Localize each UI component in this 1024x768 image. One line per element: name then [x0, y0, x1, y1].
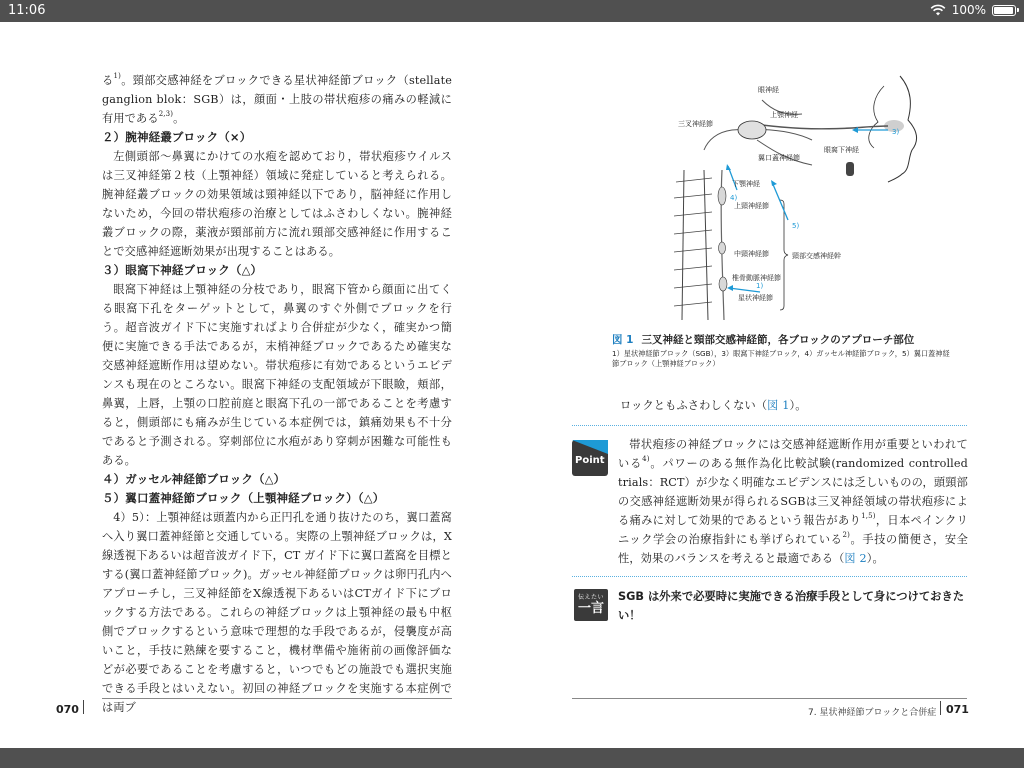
- point-ref-1: 4): [642, 455, 650, 463]
- point-bottom-divider: [572, 576, 967, 577]
- point-paragraph: [618, 435, 968, 568]
- status-bar: [0, 0, 1024, 22]
- label-num-1: 1): [756, 282, 764, 290]
- maxillary-nerve: [762, 125, 888, 129]
- left-text-column: [102, 71, 452, 717]
- point-text-5: ）。: [866, 552, 884, 565]
- key-message-badge-small: 伝えたい: [577, 594, 604, 601]
- label-stellate-ganglion: 星状神経節: [738, 294, 773, 302]
- body-paragraph: 左側頭部～鼻翼にかけての水疱を認めており，帯状疱疹ウイルスは三叉神経第２枝（上顎神経）領域に発症していると考えられる。腕神経叢ブロックの効果領域は頸神経以下であり，脳神経に作用しないため，今回の帯状疱疹の治療としてはふさわしくない。腕神経叢ブロックの際，薬液が頸部前方に流れ頸部交感神経に作用することで交感神経遮断効果が出現することはある。: [102, 150, 452, 258]
- right-footer-rule: [572, 698, 967, 699]
- left-page: [0, 22, 512, 748]
- key-message-badge: [574, 589, 608, 621]
- status-time: 11:06: [8, 3, 46, 18]
- label-vertebral-artery-ganglion: 椎骨動脈神経節: [732, 274, 781, 282]
- point-badge-icon: [572, 440, 608, 476]
- point-text-3: ，日本ペインクリニック学会の治療指針にも挙げられている: [618, 514, 968, 546]
- left-page-number: 070: [56, 703, 79, 716]
- point-text-2: 。パワーのある無作為化比較試験(randomized controlled trials：RCT）が少なく明確なエビデンスには乏しいものの，頭頸部の交感神経遮断効果が得られるSGBは三叉神経領域の帯状疱疹による痛みに対して効果的であるという報告があり: [618, 457, 968, 527]
- continued-text: [620, 396, 960, 415]
- mandible-shape: [846, 162, 854, 176]
- continued-text-pre: ロックともふさわしくない（: [620, 399, 768, 412]
- section-heading: ３）眼窩下神経ブロック（△）: [102, 263, 263, 277]
- bottom-bar: [0, 748, 1024, 768]
- body-text: る: [102, 74, 114, 87]
- label-trigeminal-ganglion: 三叉神経節: [678, 120, 713, 128]
- caption-figure-number: 図 1: [612, 334, 634, 346]
- label-num-5: 5): [792, 222, 800, 230]
- ear-outline: [869, 86, 884, 148]
- label-infraorbital-nerve: 眼窩下神経: [824, 146, 859, 154]
- label-num-3: 3): [892, 128, 900, 136]
- body-paragraph: [102, 71, 452, 128]
- right-footer-divider: [940, 701, 941, 715]
- citation-ref: 2,3): [158, 110, 174, 118]
- arrow-5: [772, 182, 788, 220]
- superior-cervical-ganglion: [718, 187, 726, 205]
- section-heading: ５）翼口蓋神経節ブロック（上顎神経ブロック）（△）: [102, 491, 385, 505]
- right-page: [512, 22, 1024, 748]
- spine-line-b: [704, 170, 708, 320]
- label-num-4: 4): [730, 194, 738, 202]
- key-message-text: SGB は外来で必要時に実施できる治療手段として身につけておきたい！: [618, 590, 965, 622]
- body-text: 。: [173, 112, 185, 125]
- approach-arrows: [728, 130, 888, 292]
- label-eye-nerve: 眼神経: [758, 86, 779, 94]
- body-paragraph: 4）5）：上顎神経は頭蓋内から正円孔を通り抜けたのち，翼口蓋窩へ入り翼口蓋神経節と交通している。実際の上顎神経ブロックは，X線透視下あるいは超音波ガイド下，CT ガイド下に翼口蓋窩を目標とする(翼口蓋神経節ブロック)。ガッセル神経節ブロックは卵円孔内へアプローチし，三叉神経節をX線透視下あるいはCTガイド下にブロックする方法である。これらの神経ブロックは上顎神経の最も中枢側でブロックするという意味で理想的な手段であるが，侵襲度が高いこと，手技に熟練を要すること，機材準備や施術前の画像評価などが必要であることを考慮すると，いつでもどの施設でも選択実施できる手段とはいえない。初回の神経ブロックを実施する本症例では両ブ: [102, 511, 452, 714]
- battery-icon: [992, 5, 1016, 16]
- middle-cervical-ganglion: [719, 242, 726, 254]
- trigeminal-ganglion: [738, 121, 766, 139]
- label-mandibular-nerve: 下顎神経: [732, 180, 760, 188]
- left-footer-divider: [83, 700, 84, 714]
- battery-fill: [994, 7, 1013, 14]
- key-message-badge-big: 一言: [577, 601, 604, 616]
- caption-title: [612, 332, 952, 347]
- point-ref-3: 2): [842, 531, 851, 539]
- spine-line-a: [682, 170, 684, 320]
- point-text-1: 帯状疱疹の神経ブロックには交感神経遮断作用が重要といわれている: [618, 438, 968, 470]
- right-page-number: 071: [946, 703, 969, 716]
- figure-1: [612, 70, 932, 320]
- section-heading: ４）ガッセル神経節ブロック（△）: [102, 472, 286, 486]
- point-badge-label: Point: [575, 455, 605, 466]
- label-middle-cervical-ganglion: 中頸神経節: [734, 250, 769, 258]
- body-paragraph: 眼窩下神経は上顎神経の分枝であり，眼窩下管から顔面に出てくる眼窩下孔をターゲットとして，鼻翼のすぐ外側でブロックを行う。超音波ガイド下に実施すればより合併症が少なく，確実かつ簡便に実施できる手法であるが，末梢神経ブロックであるため確実な交感神経遮断作用は望めない。帯状疱疹に有効であるというエビデンスも現在のところない。眼窩下神経の支配領域が下眼瞼，頬部，鼻翼，上唇，上顎の口腔前庭と眼窩下孔の一部であることを考慮すると，側頭部にも痛みが生じている本症例では，鎮痛効果も不十分であると予測される。穿刺部位に水疱があり穿刺が困難な可能性もある。: [102, 283, 452, 467]
- battery-percent: 100%: [951, 3, 986, 17]
- figure-1-link[interactable]: 図 1: [767, 399, 790, 412]
- figure-1-caption: [612, 332, 952, 369]
- chapter-title: 7. 星状神経節ブロックと合併症: [808, 708, 937, 718]
- caption-title-text: 三叉神経と頸部交感神経節，各ブロックのアプローチ部位: [641, 334, 915, 346]
- left-footer-rule: [102, 698, 452, 699]
- continued-text-post: ）。: [789, 399, 807, 412]
- label-maxillary-nerve: 上顎神経: [770, 111, 798, 119]
- point-text-4: 。手技の簡便さ，安全性，効果のバランスを考えると最適である（: [618, 533, 968, 565]
- point-top-divider: [572, 425, 967, 426]
- point-ref-2: 1,5): [861, 512, 876, 520]
- label-superior-cervical-ganglion: 上頸神経節: [734, 202, 769, 210]
- point-text: [618, 435, 968, 568]
- label-cervical-sympathetic-trunk: 頸部交感神経幹: [792, 252, 841, 260]
- caption-notes: 1）星状神経節ブロック（SGB），3）眼窩下神経ブロック，4）ガッセル神経節ブロック，5）翼口蓋神経節ブロック（上顎神経ブロック）: [612, 349, 950, 368]
- body-text: 。頸部交感神経をブロックできる星状神経節ブロック（stellate ganglion blok：SGB）は，顔面・上肢の帯状疱疹の痛みの軽減に有用である: [102, 74, 452, 125]
- wifi-icon: [930, 4, 946, 16]
- status-right: [930, 3, 1016, 17]
- citation-ref: 1): [113, 72, 122, 80]
- section-heading: ２）腕神経叢ブロック（×）: [102, 130, 252, 144]
- figure-1-illustration: [612, 70, 932, 320]
- label-pterygopalatine-ganglion: 翼口蓋神経節: [758, 154, 800, 162]
- figure-2-link[interactable]: 図 2: [844, 552, 867, 565]
- stellate-ganglion-shape: [719, 277, 727, 291]
